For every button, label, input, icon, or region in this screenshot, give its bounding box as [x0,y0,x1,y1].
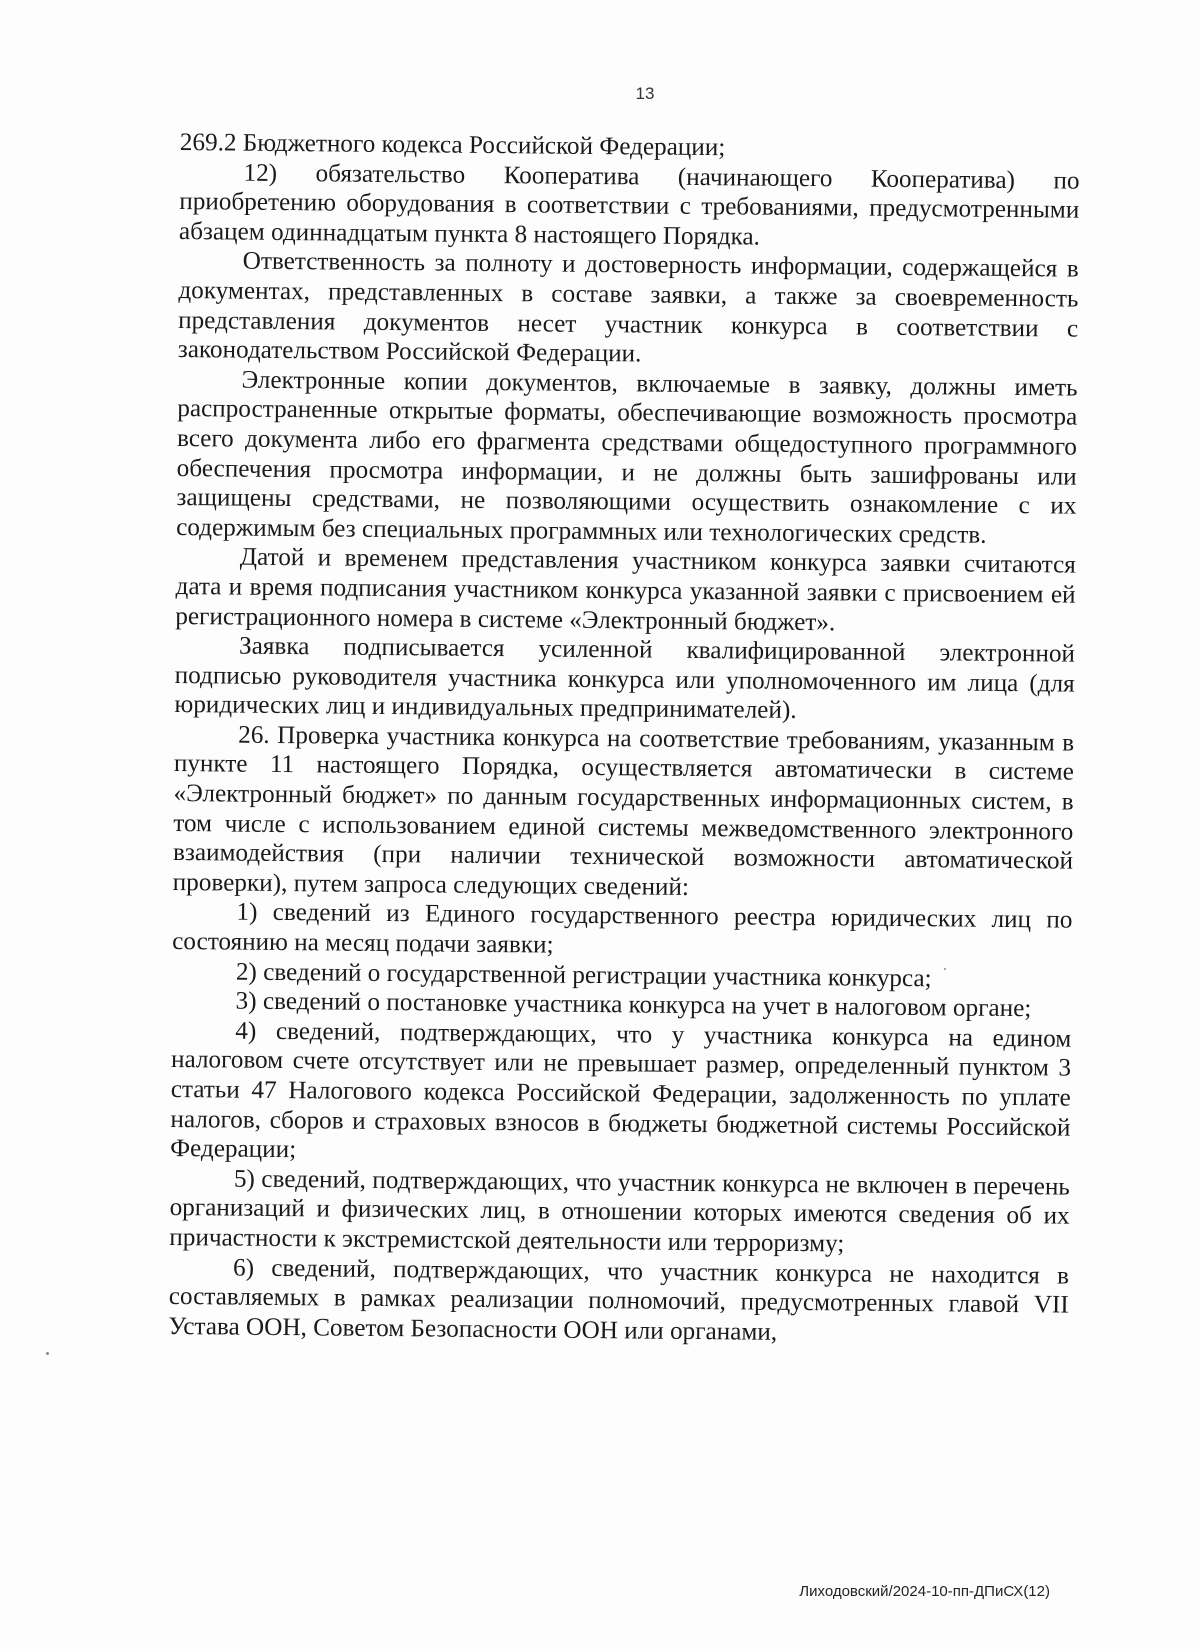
scan-speck [944,968,946,970]
paragraph: Датой и временем представления участником конкурса заявки считаются дата и время подписания участником конкурса указанной заявки с присвоением ей регистрационного номера в системе «Электронный бюджет». [175,543,1076,636]
paragraph: 5) сведений, подтверждающих, что участник конкурса не включен в перечень организаций и физических лиц, в отношении которых имеются сведения об их причастности к экстремистской деятельности или терроризму; [169,1165,1071,1258]
document-footer-code: Лиходовский/2024-10-пп-ДПиСХ(12) [799,1583,1050,1600]
paragraph: 26. Проверка участника конкурса на соответствие требованиям, указанным в пункте 11 настоящего Порядка, осуществляется автоматически в системе «Электронный бюджет» по данным государственных информационных систем, в том числе с использованием единой системы межведомственного электронного взаимодействия (при наличии технической возможности автоматической проверки), путем запроса следующих сведений: [172,721,1075,901]
paragraph: 4) сведений, подтверждающих, что у участника конкурса на едином налоговом счете отсутствует или не превышает размер, определенный пунктом 3 статьи 47 Налогового кодекса Российской Федерации, задолженность по уплате налогов, сборов и страховых взносов в бюджеты бюджетной системы Российской Федерации; [170,1017,1072,1164]
paragraph: 1) сведений из Единого государственного реестра юридических лиц по состоянию на месяц подачи заявки; [172,899,1073,959]
paragraph: Электронные копии документов, включаемые в заявку, должны иметь распространенные открытые форматы, обеспечивающие возможность просмотра всего документа либо его фрагмента средствами общедоступного программного обеспечения просмотра информации, и не должны быть зашифрованы или защищены средствами, не позволяющими осуществить ознакомление с их содержимым без специальных программных или технологических средств. [176,366,1078,549]
document-body [168,128,1080,1350]
page-number: 13 [635,84,655,103]
paragraph: 2) сведений о государственной регистрации участника конкурса; [235,958,932,992]
paragraph: 12) обязательство Кооператива (начинающего Кооператива) по приобретению оборудования в соответствии с требованиями, предусмотренными абзацем одиннадцатым пункта 8 настоящего Порядка. [178,159,1080,251]
paragraph: Ответственность за полноту и достоверность информации, содержащейся в документах, представленных в составе заявки, а также за своевременность представления документов несет участник конкурса в соответствии с законодательством Российской Федерации. [177,247,1079,368]
paragraph: Заявка подписывается усиленной квалифицированной электронной подписью руководителя участника конкурса или уполномоченного им лица (для юридических лиц и индивидуальных предпринимателей). [174,632,1076,725]
scan-speck [46,1352,49,1355]
paragraph: 3) сведений о постановке участника конкурса на учет в налоговом органе; [235,987,1032,1023]
paragraph: 269.2 Бюджетного кодекса Российской Федерации; [179,128,726,162]
paragraph: 6) сведений, подтверждающих, что участник конкурса не находится в составляемых в рамках реализации полномочий, предусмотренных главой VII Устава ООН, Советом Безопасности ООН или органами, [168,1254,1070,1346]
